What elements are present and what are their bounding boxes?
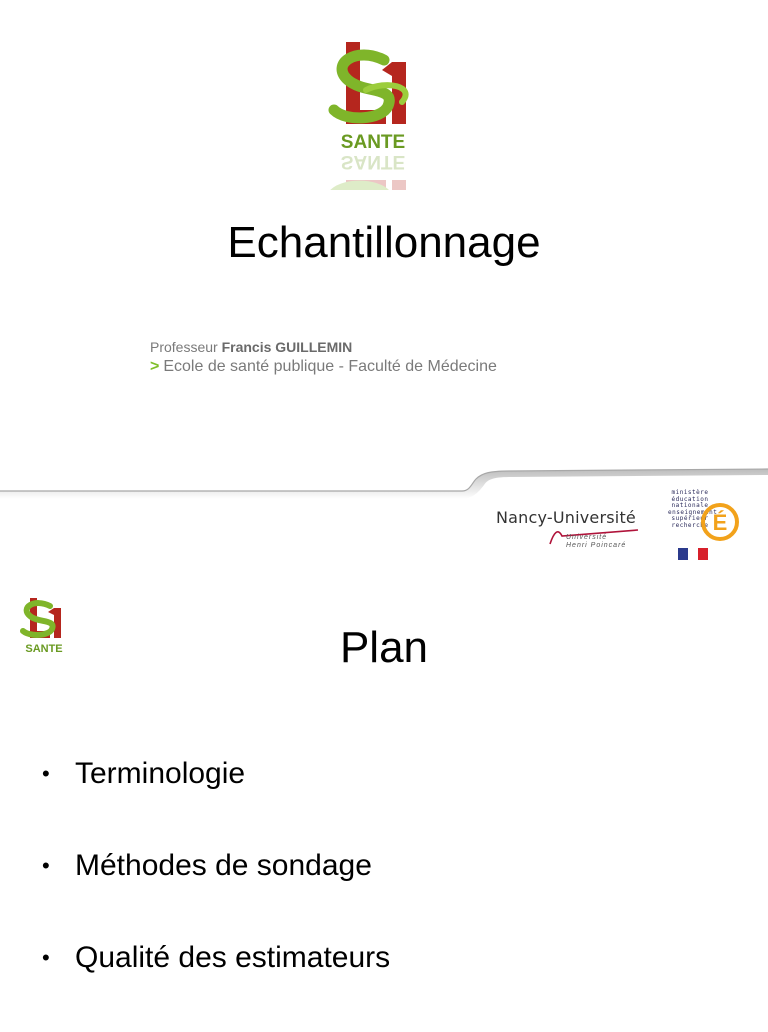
plan-slide [0, 566, 768, 1024]
ministry-line: recherche [671, 521, 709, 529]
author-name: Francis GUILLEMIN [221, 339, 353, 355]
school-name: Ecole de santé publique - Faculté de Médecine [163, 358, 497, 375]
nancy-universite-name: Nancy-Université [496, 508, 636, 527]
university-sub-line1: Université [566, 534, 608, 541]
author-line [150, 338, 352, 356]
chevron-right-icon: > [150, 358, 160, 375]
ministry-line: enseignement [668, 508, 718, 516]
list-item [42, 848, 390, 940]
ministry-logo [668, 490, 742, 568]
footer-band [0, 465, 768, 566]
author-prefix: Professeur [150, 339, 218, 355]
bullet-icon: • [42, 761, 50, 786]
logo-sante-text: SANTE [340, 132, 406, 153]
list-item [42, 756, 390, 848]
french-flag-icon [678, 548, 708, 560]
nancy-universite-sub [566, 534, 626, 550]
ministry-line: nationale [671, 502, 709, 510]
slide-title: Plan [339, 623, 429, 672]
l1-sante-logo [326, 40, 420, 190]
ministry-line: ministère [671, 489, 709, 496]
bullet-list [42, 756, 390, 1032]
university-sub-line2: Henri Poincaré [566, 542, 627, 549]
ministry-line: éducation [671, 495, 709, 503]
ministry-e-emblem-icon [698, 498, 740, 542]
nancy-universite-logo [496, 506, 641, 556]
bullet-text: Terminologie [75, 757, 246, 790]
school-line [150, 357, 497, 377]
svg-text:É: É [712, 510, 728, 535]
bullet-icon: • [42, 853, 50, 878]
list-item [42, 940, 390, 1032]
ministry-line: supérieur [671, 515, 709, 523]
svg-text:SANTE: SANTE [340, 151, 406, 172]
logo-small-sante-text: SANTE [25, 643, 63, 655]
bullet-icon: • [42, 945, 50, 970]
slide-title: Echantillonnage [227, 218, 541, 267]
bullet-text: Méthodes de sondage [75, 849, 372, 882]
bullet-text: Qualité des estimateurs [75, 941, 391, 974]
